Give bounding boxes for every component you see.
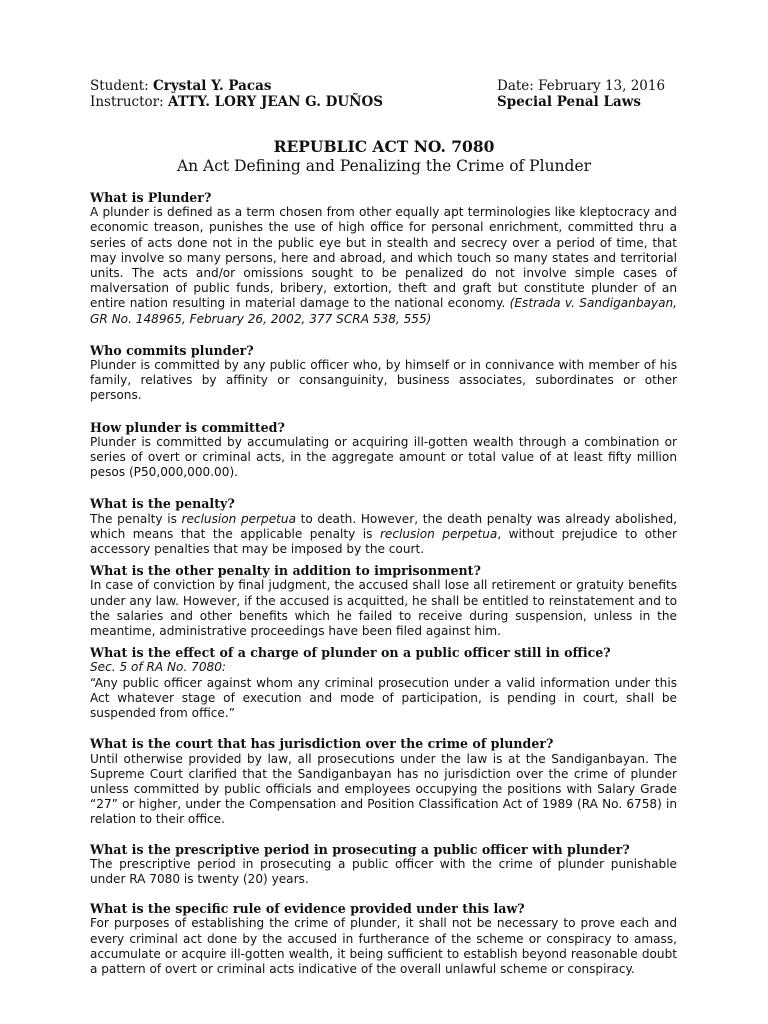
case-citation: (Estrada v. Sandiganbayan, GR No. 148965, February 26, 2002, 377 SCRA 538, 555) xyxy=(90,296,677,326)
question-effect-of-charge: What is the effect of a charge of plunder on a public officer still in office? xyxy=(90,645,611,661)
instructor-label: Instructor: xyxy=(90,94,164,110)
answer-jurisdiction: Until otherwise provided by law, all prosecutions under the law is at the Sandiganbayan. The Supreme Court clarified that the Sandiganbayan has no jurisdiction over the crime of plunder unless committed by public officials and employees occupying the positions with Salary Grade “27” or higher, under the Compensation and Position Classification Act of 1989 (RA No. 6758) in relation to their office. xyxy=(90,751,677,827)
question-how-committed: How plunder is committed? xyxy=(90,419,285,435)
answer-effect-of-charge: “Any public officer against whom any criminal prosecution under a valid information under this Act whatever stage of execution and mode of participation, is pending in court, shall be suspended from office.” xyxy=(90,675,677,721)
answer-text: , without prejudice to other accessory penalties that may be imposed by the court. xyxy=(90,526,677,557)
question-rule-of-evidence: What is the specific rule of evidence provided under this law? xyxy=(90,901,525,917)
answer-what-is-plunder xyxy=(90,205,677,327)
document-body xyxy=(90,190,677,977)
answer-text: A plunder is defined as a term chosen from other equally apt terminologies like kleptocracy and economic treason, punishes the use of high office for personal enrichment, committed thru a series of acts done not in the public eye but in stealth and secrecy over a period of time, that may involve so many persons, here and abroad, and which touch so many states and territorial units. The acts and/or omissions sought to be penalized do not involve simple cases of malversation of public funds, bribery, extortion, theft and graft but constitute plunder of an entire nation resulting in material damage to the national economy. xyxy=(90,205,677,311)
question-what-is-plunder: What is Plunder? xyxy=(90,190,212,205)
question-prescriptive-period: What is the prescriptive period in prosecuting a public officer with plunder? xyxy=(90,841,630,857)
student-name: Crystal Y. Pacas xyxy=(152,78,272,94)
answer-prescriptive-period: The prescriptive period in prosecuting a public officer with the crime of plunder punishable under RA 7080 is twenty (20) years. xyxy=(90,856,677,886)
section-reference: Sec. 5 of RA No. 7080: xyxy=(90,660,227,675)
question-penalty: What is the penalty? xyxy=(90,496,235,512)
instructor-name: ATTY. LORY JEAN G. DUÑOS xyxy=(167,94,383,110)
document-subtitle: An Act Defining and Penalizing the Crime of Plunder xyxy=(176,157,592,175)
instructor-line xyxy=(90,94,383,111)
student-line xyxy=(90,78,271,95)
answer-how-committed: Plunder is committed by accumulating or acquiring ill-gotten wealth through a combination or series of overt or criminal acts, in the aggregate amount or total value of at least fifty million pesos (P50,000,000.00). xyxy=(90,434,677,480)
student-label: Student: xyxy=(90,78,149,94)
course-name: Special Penal Laws xyxy=(497,94,641,110)
latin-term: reclusion perpetua xyxy=(181,511,296,526)
answer-penalty xyxy=(90,512,677,558)
latin-term: reclusion perpetua xyxy=(379,526,498,541)
answer-text: to death. However, the death penalty was already abolished, which means that the applicable penalty is xyxy=(90,511,678,541)
date-line: Date: February 13, 2016 xyxy=(497,78,666,94)
document-title: REPUBLIC ACT NO. 7080 xyxy=(273,137,495,156)
answer-rule-of-evidence: For purposes of establishing the crime of plunder, it shall not be necessary to prove each and every criminal act done by the accused in furtherance of the scheme or conspiracy to amass, accumulate or acquire ill-gotten wealth, it being sufficient to establish beyond reasonable doubt a pattern of overt or criminal acts indicative of the overall unlawful scheme or conspiracy. xyxy=(90,916,677,976)
question-jurisdiction: What is the court that has jurisdiction over the crime of plunder? xyxy=(90,736,554,752)
question-who-commits: Who commits plunder? xyxy=(90,342,254,358)
question-other-penalty: What is the other penalty in addition to imprisonment? xyxy=(90,563,481,579)
answer-text: The penalty is xyxy=(90,511,182,526)
answer-who-commits: Plunder is committed by any public officer who, by himself or in connivance with member of his family, relatives by affinity or consanguinity, business associates, subordinates or other persons. xyxy=(90,358,677,403)
answer-other-penalty: In case of conviction by final judgment, the accused shall lose all retirement or gratuity benefits under any law. However, if the accused is acquitted, he shall be entitled to reinstatement and to the salaries and other benefits which he failed to receive during suspension, unless in the meantime, administrative proceedings have been filed against him. xyxy=(90,578,677,639)
